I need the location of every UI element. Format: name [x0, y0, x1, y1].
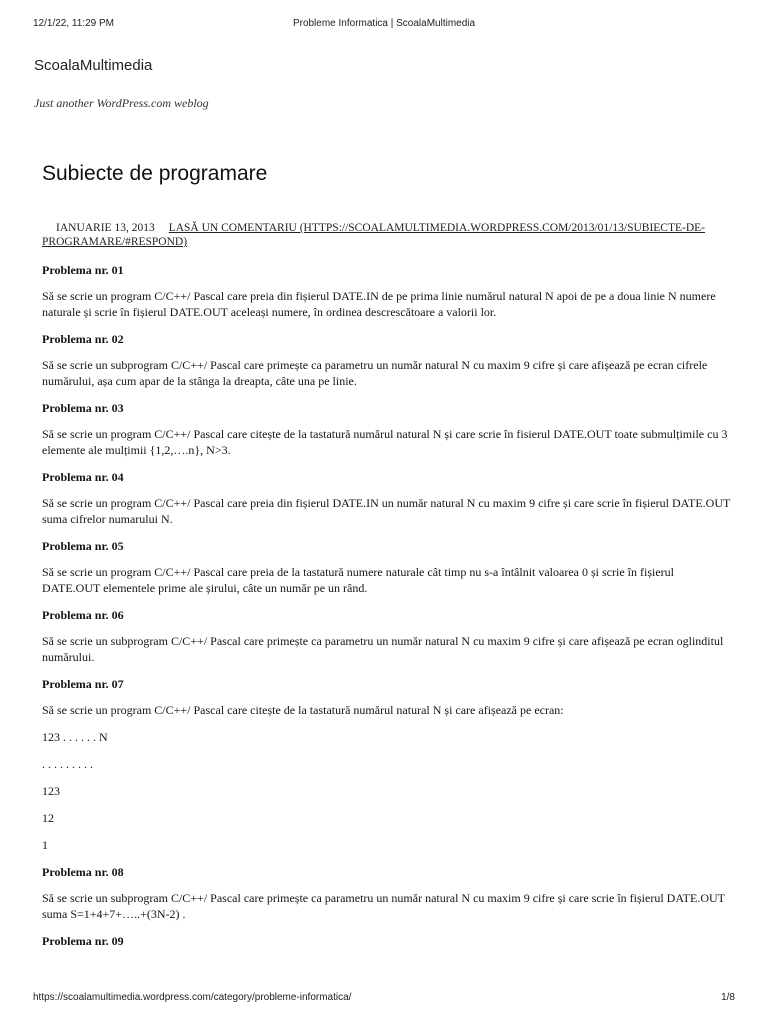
- print-header: [33, 18, 735, 32]
- problem-heading: Problema nr. 02: [42, 332, 124, 346]
- output-line: 123 . . . . . . N: [42, 730, 108, 744]
- page-number: 1/8: [721, 992, 735, 1003]
- problem-text: Să se scrie un program C/C++/ Pascal care preia de la tastatură numere naturale cât timp nu s-a întâlnit valoarea 0 și scrie în fișierul DATE.OUT elementele prime ale șirului, câte un număr pe un rând.: [42, 565, 674, 595]
- post-date: IANUARIE 13, 2013: [56, 222, 155, 234]
- problem-heading: Problema nr. 01: [42, 263, 124, 277]
- problem-block: [42, 469, 732, 527]
- site-title-link[interactable]: ScoalaMultimedia: [34, 57, 153, 74]
- site-tagline: Just another WordPress.com weblog: [34, 96, 209, 110]
- problem-heading: Problema nr. 07: [42, 677, 124, 691]
- leave-comment-link[interactable]: LASĂ UN COMENTARIU (HTTPS://SCOALAMULTIMEDIA.WORDPRESS.COM/2013/01/13/SUBIECTE-DE-PROGRAMARE/#RESPOND): [42, 222, 706, 248]
- problem-block: [42, 400, 732, 458]
- output-line: 123: [42, 784, 60, 798]
- problem-text: Să se scrie un subprogram C/C++/ Pascal care primește ca parametru un număr natural N cu maxim 9 cifre și care scrie în fișierul DATE.OUT suma S=1+4+7+…..+(3N-2) .: [42, 891, 725, 921]
- problem-text: Să se scrie un subprogram C/C++/ Pascal care primește ca parametru un număr natural N cu maxim 9 cifre și care afișează pe ecran cifrele numărului, așa cum apar de la stânga la dreapta, câte una pe linie.: [42, 358, 708, 388]
- problem-text: Să se scrie un program C/C++/ Pascal care citește de la tastatură numărul natural N și care scrie în fisierul DATE.OUT toate submulțimile cu 3 elemente ale mulțimii {1,2,….n}, N>3.: [42, 427, 728, 457]
- problem-text: Să se scrie un subprogram C/C++/ Pascal care primește ca parametru un număr natural N cu maxim 9 cifre și care afișează pe ecran oglinditul numărului.: [42, 634, 724, 664]
- problem-text: Să se scrie un program C/C++/ Pascal care citește de la tastatură numărul natural N și care afișează pe ecran:: [42, 703, 564, 717]
- problem-text: Să se scrie un program C/C++/ Pascal care preia din fișierul DATE.IN de pe prima linie numărul natural N apoi de pe a doua linie N numere naturale și scrie în fișierul DATE.OUT aceleași numere, în ordinea descrescătoare a valorii lor.: [42, 289, 716, 319]
- problem-block: [42, 676, 732, 853]
- problem-heading: Problema nr. 08: [42, 865, 124, 879]
- post-meta: [42, 221, 732, 249]
- problem-block: [42, 262, 732, 320]
- problem-text: Să se scrie un program C/C++/ Pascal care preia din fișierul DATE.IN un număr natural N cu maxim 9 cifre și care scrie în fișierul DATE.OUT suma cifrelor numarului N.: [42, 496, 731, 526]
- output-line: . . . . . . . . .: [42, 757, 93, 771]
- problem-heading: Problema nr. 09: [42, 934, 124, 948]
- problem-block: [42, 933, 732, 949]
- post-content: [42, 262, 732, 959]
- print-page-title: Probleme Informatica | ScoalaMultimedia: [292, 18, 476, 29]
- post-title: Subiecte de programare: [42, 162, 268, 185]
- problem-heading: Problema nr. 05: [42, 539, 124, 553]
- print-date: 12/1/22, 11:29 PM: [33, 18, 114, 29]
- problem-heading: Problema nr. 03: [42, 401, 124, 415]
- problem-heading: Problema nr. 04: [42, 470, 124, 484]
- problem-heading: Problema nr. 06: [42, 608, 124, 622]
- print-url: https://scoalamultimedia.wordpress.com/category/probleme-informatica/: [33, 992, 352, 1003]
- problem-block: [42, 331, 732, 389]
- problem-block: [42, 538, 732, 596]
- problem-block: [42, 864, 732, 922]
- print-footer: [33, 992, 735, 1006]
- output-line: 1: [42, 838, 48, 852]
- output-line: 12: [42, 811, 54, 825]
- problem-block: [42, 607, 732, 665]
